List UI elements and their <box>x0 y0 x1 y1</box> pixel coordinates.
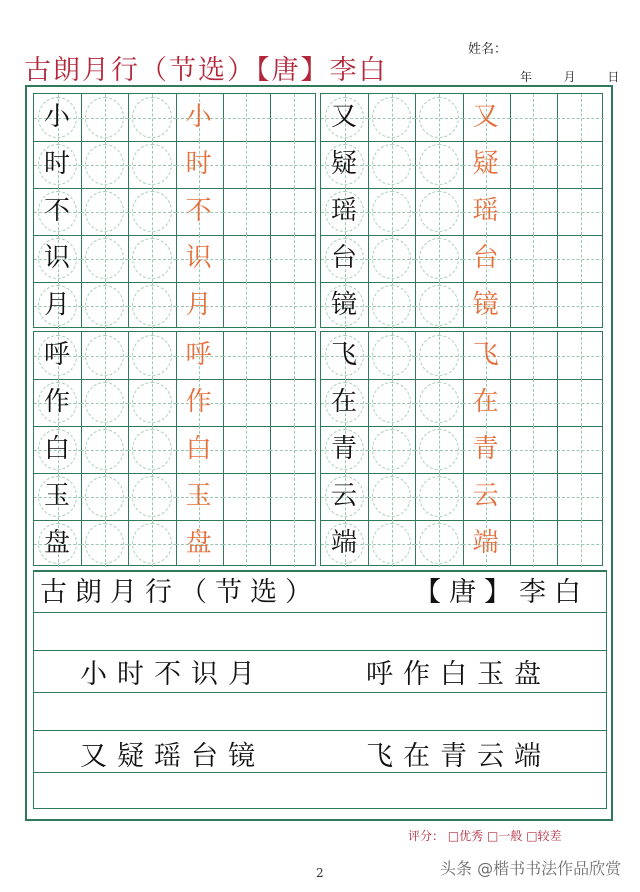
model-character: 不 <box>43 196 70 226</box>
grid-col-line <box>270 332 271 565</box>
model-character: 识 <box>43 243 70 273</box>
guide-dash <box>533 141 534 188</box>
guide-dash <box>152 473 153 520</box>
guide-dash <box>392 520 393 567</box>
model-character: 白 <box>43 434 70 464</box>
guide-dash <box>246 188 247 235</box>
trace-character: 月 <box>185 290 212 320</box>
grid-top-right <box>320 93 603 328</box>
guide-dash <box>439 235 440 282</box>
guide-dash <box>294 94 295 141</box>
guide-dash <box>581 235 582 282</box>
guide-dash <box>294 520 295 567</box>
guide-dash <box>105 426 106 473</box>
grid-bottom-right <box>320 331 603 566</box>
trace-character: 镜 <box>472 290 499 320</box>
guide-dash <box>581 282 582 329</box>
guide-dash <box>105 473 106 520</box>
guide-dash <box>439 332 440 379</box>
model-character: 镜 <box>330 290 357 320</box>
guide-dash <box>105 94 106 141</box>
guide-dash <box>294 141 295 188</box>
guide-dash <box>294 379 295 426</box>
trace-character: 作 <box>185 387 212 417</box>
model-character: 飞 <box>330 340 357 370</box>
guide-dash <box>533 473 534 520</box>
trace-character: 云 <box>472 481 499 511</box>
guide-dash <box>246 473 247 520</box>
guide-dash <box>294 332 295 379</box>
model-character: 盘 <box>43 528 70 558</box>
score-options <box>408 827 562 844</box>
guide-dash <box>105 332 106 379</box>
practice-line2-right: 飞在青云端 <box>366 741 551 772</box>
guide-dash <box>392 332 393 379</box>
guide-dash <box>533 379 534 426</box>
day-label: 日 <box>607 70 620 84</box>
page-number: 2 <box>316 866 324 880</box>
trace-character: 又 <box>472 102 499 132</box>
grid-col-line <box>128 332 129 565</box>
guide-dash <box>439 94 440 141</box>
grid-col-line <box>81 332 82 565</box>
trace-character: 在 <box>472 387 499 417</box>
guide-dash <box>294 473 295 520</box>
trace-character: 瑶 <box>472 196 499 226</box>
grid-col-line <box>223 332 224 565</box>
guide-dash <box>294 282 295 329</box>
grid-col-line <box>415 332 416 565</box>
guide-dash <box>105 141 106 188</box>
guide-dash <box>392 473 393 520</box>
guide-dash <box>581 520 582 567</box>
date-line <box>520 68 619 85</box>
trace-character: 端 <box>472 528 499 558</box>
model-character: 云 <box>330 481 357 511</box>
guide-dash <box>581 379 582 426</box>
guide-dash <box>152 426 153 473</box>
trace-character: 时 <box>185 149 212 179</box>
score-option-poor[interactable]: □较差 <box>526 829 562 843</box>
model-character: 瑶 <box>330 196 357 226</box>
guide-dash <box>152 188 153 235</box>
guide-dash <box>294 188 295 235</box>
model-character: 玉 <box>43 481 70 511</box>
model-character: 月 <box>43 290 70 320</box>
grid-col-line <box>510 332 511 565</box>
trace-character: 白 <box>185 434 212 464</box>
guide-dash <box>533 520 534 567</box>
model-character: 疑 <box>330 149 357 179</box>
guide-dash <box>392 141 393 188</box>
guide-dash <box>439 141 440 188</box>
guide-dash <box>581 473 582 520</box>
grid-col-line <box>510 94 511 327</box>
guide-dash <box>105 188 106 235</box>
trace-character: 疑 <box>472 149 499 179</box>
month-label: 月 <box>563 70 576 84</box>
score-label: 评分： <box>408 829 445 843</box>
practice-title-right: 【唐】李白 <box>414 577 589 608</box>
grid-col-line <box>128 94 129 327</box>
guide-dash <box>392 282 393 329</box>
guide-dash <box>294 235 295 282</box>
guide-dash <box>439 473 440 520</box>
guide-dash <box>439 520 440 567</box>
score-option-excellent[interactable]: □优秀 <box>447 829 484 843</box>
guide-dash <box>105 282 106 329</box>
guide-dash <box>246 235 247 282</box>
grid-col-line <box>368 94 369 327</box>
guide-dash <box>105 520 106 567</box>
score-option-average[interactable]: □一般 <box>487 829 523 843</box>
model-character: 又 <box>330 102 357 132</box>
grid-col-line <box>415 94 416 327</box>
guide-dash <box>533 426 534 473</box>
practice-line1-right: 呼作白玉盘 <box>366 659 551 690</box>
guide-dash <box>105 379 106 426</box>
guide-dash <box>105 235 106 282</box>
guide-dash <box>392 94 393 141</box>
guide-dash <box>581 188 582 235</box>
model-character: 青 <box>330 434 357 464</box>
guide-dash <box>152 379 153 426</box>
grid-col-line <box>557 332 558 565</box>
grid-bottom-left <box>33 331 316 566</box>
guide-dash <box>246 282 247 329</box>
guide-dash <box>246 379 247 426</box>
page-title: 古朗月行（节选）【唐】李白 <box>24 55 388 86</box>
guide-dash <box>152 282 153 329</box>
trace-character: 飞 <box>472 340 499 370</box>
model-character: 台 <box>330 243 357 273</box>
grid-top-left <box>33 93 316 328</box>
grid-col-line <box>557 94 558 327</box>
guide-dash <box>533 282 534 329</box>
guide-dash <box>581 332 582 379</box>
practice-title-left: 古朗月行（节选） <box>40 577 320 608</box>
trace-character: 呼 <box>185 340 212 370</box>
guide-dash <box>152 520 153 567</box>
guide-dash <box>246 520 247 567</box>
trace-character: 识 <box>185 243 212 273</box>
guide-dash <box>439 188 440 235</box>
trace-character: 玉 <box>185 481 212 511</box>
guide-dash <box>439 379 440 426</box>
guide-dash <box>392 426 393 473</box>
guide-dash <box>392 188 393 235</box>
practice-line2-left: 又疑瑶台镜 <box>80 741 265 772</box>
guide-dash <box>439 426 440 473</box>
trace-character: 小 <box>185 102 212 132</box>
guide-dash <box>533 235 534 282</box>
guide-dash <box>439 282 440 329</box>
grid-col-line <box>368 332 369 565</box>
grid-col-line <box>270 94 271 327</box>
trace-character: 不 <box>185 196 212 226</box>
watermark: 头条 @楷书书法作品欣赏 <box>440 859 622 878</box>
model-character: 作 <box>43 387 70 417</box>
guide-dash <box>152 94 153 141</box>
trace-character: 台 <box>472 243 499 273</box>
model-character: 时 <box>43 149 70 179</box>
trace-character: 盘 <box>185 528 212 558</box>
guide-dash <box>152 141 153 188</box>
guide-dash <box>246 332 247 379</box>
guide-dash <box>152 235 153 282</box>
guide-dash <box>246 426 247 473</box>
guide-dash <box>392 235 393 282</box>
guide-dash <box>533 332 534 379</box>
year-label: 年 <box>520 70 533 84</box>
model-character: 呼 <box>43 340 70 370</box>
guide-dash <box>581 94 582 141</box>
guide-dash <box>294 426 295 473</box>
practice-line1-left: 小时不识月 <box>80 659 265 690</box>
guide-dash <box>581 426 582 473</box>
model-character: 小 <box>43 102 70 132</box>
guide-dash <box>246 141 247 188</box>
guide-dash <box>533 94 534 141</box>
grid-col-line <box>81 94 82 327</box>
grid-col-line <box>223 94 224 327</box>
model-character: 在 <box>330 387 357 417</box>
guide-dash <box>533 188 534 235</box>
guide-dash <box>581 141 582 188</box>
guide-dash <box>246 94 247 141</box>
trace-character: 青 <box>472 434 499 464</box>
model-character: 端 <box>330 528 357 558</box>
guide-dash <box>392 379 393 426</box>
guide-dash <box>152 332 153 379</box>
name-label: 姓名： <box>468 42 508 57</box>
